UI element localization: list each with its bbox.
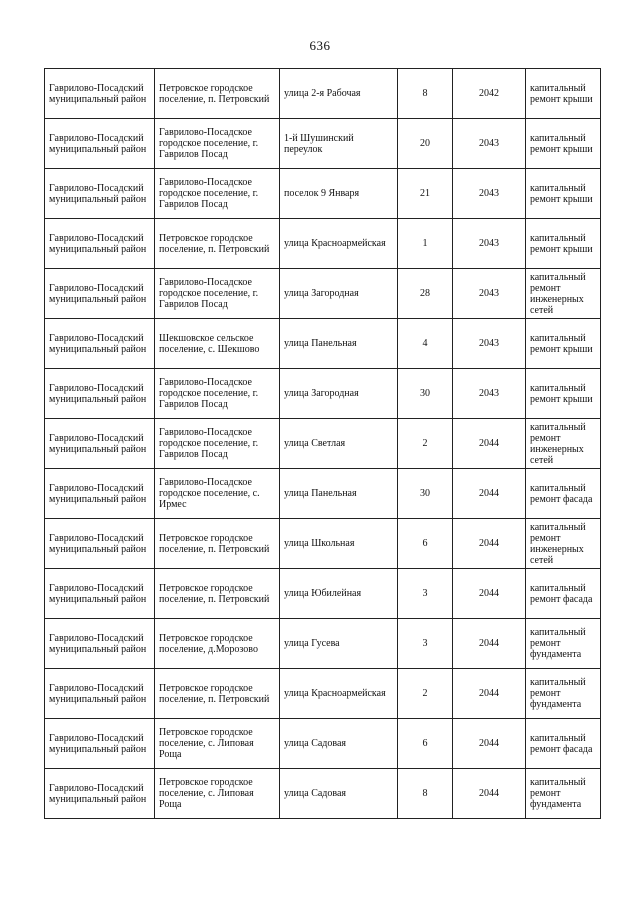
street-cell: улица Гусева bbox=[280, 619, 398, 669]
table-row bbox=[45, 419, 601, 469]
district-cell: Гаврилово-Посадский муниципальный район bbox=[45, 519, 155, 569]
repair-year-cell: 2044 bbox=[453, 519, 526, 569]
district-cell: Гаврилово-Посадский муниципальный район bbox=[45, 319, 155, 369]
street-cell: улица Садовая bbox=[280, 719, 398, 769]
settlement-cell: Гаврилово-Посадское городское поселение, г. Гаврилов Посад bbox=[155, 269, 280, 319]
settlement-cell: Гаврилово-Посадское городское поселение, г. Гаврилов Посад bbox=[155, 169, 280, 219]
repair-year-cell: 2044 bbox=[453, 719, 526, 769]
repair-year-cell: 2043 bbox=[453, 169, 526, 219]
table-row bbox=[45, 369, 601, 419]
table-row bbox=[45, 519, 601, 569]
district-cell: Гаврилово-Посадский муниципальный район bbox=[45, 369, 155, 419]
settlement-cell: Петровское городское поселение, п. Петровский bbox=[155, 219, 280, 269]
settlement-cell: Шекшовское сельское поселение, с. Шекшово bbox=[155, 319, 280, 369]
house-number-cell: 20 bbox=[398, 119, 453, 169]
work-type-cell: капитальный ремонт фасада bbox=[526, 469, 601, 519]
district-cell: Гаврилово-Посадский муниципальный район bbox=[45, 69, 155, 119]
repair-year-cell: 2044 bbox=[453, 469, 526, 519]
work-type-cell: капитальный ремонт крыши bbox=[526, 169, 601, 219]
table-row bbox=[45, 719, 601, 769]
repair-year-cell: 2044 bbox=[453, 769, 526, 819]
repair-year-cell: 2043 bbox=[453, 219, 526, 269]
district-cell: Гаврилово-Посадский муниципальный район bbox=[45, 119, 155, 169]
house-number-cell: 3 bbox=[398, 569, 453, 619]
district-cell: Гаврилово-Посадский муниципальный район bbox=[45, 469, 155, 519]
repair-year-cell: 2044 bbox=[453, 419, 526, 469]
street-cell: улица Красноармейская bbox=[280, 219, 398, 269]
work-type-cell: капитальный ремонт инженерных сетей bbox=[526, 269, 601, 319]
street-cell: улица Загородная bbox=[280, 369, 398, 419]
street-cell: улица Светлая bbox=[280, 419, 398, 469]
street-cell: улица Загородная bbox=[280, 269, 398, 319]
district-cell: Гаврилово-Посадский муниципальный район bbox=[45, 169, 155, 219]
settlement-cell: Петровское городское поселение, п. Петровский bbox=[155, 569, 280, 619]
page-number: 636 bbox=[309, 38, 331, 53]
house-number-cell: 2 bbox=[398, 419, 453, 469]
settlement-cell: Петровское городское поселение, с. Липовая Роща bbox=[155, 719, 280, 769]
repair-year-cell: 2044 bbox=[453, 619, 526, 669]
table-row bbox=[45, 69, 601, 119]
settlement-cell: Гаврилово-Посадское городское поселение, г. Гаврилов Посад bbox=[155, 419, 280, 469]
table-row bbox=[45, 119, 601, 169]
table-body bbox=[45, 69, 601, 819]
street-cell: улица Панельная bbox=[280, 319, 398, 369]
work-type-cell: капитальный ремонт фундамента bbox=[526, 769, 601, 819]
table-row bbox=[45, 569, 601, 619]
housing-repair-table bbox=[44, 68, 601, 819]
house-number-cell: 4 bbox=[398, 319, 453, 369]
work-type-cell: капитальный ремонт крыши bbox=[526, 369, 601, 419]
repair-year-cell: 2042 bbox=[453, 69, 526, 119]
repair-year-cell: 2043 bbox=[453, 269, 526, 319]
work-type-cell: капитальный ремонт инженерных сетей bbox=[526, 519, 601, 569]
repair-year-cell: 2043 bbox=[453, 119, 526, 169]
table-row bbox=[45, 269, 601, 319]
district-cell: Гаврилово-Посадский муниципальный район bbox=[45, 719, 155, 769]
house-number-cell: 3 bbox=[398, 619, 453, 669]
street-cell: улица Юбилейная bbox=[280, 569, 398, 619]
table-row bbox=[45, 219, 601, 269]
work-type-cell: капитальный ремонт крыши bbox=[526, 219, 601, 269]
settlement-cell: Петровское городское поселение, п. Петровский bbox=[155, 669, 280, 719]
work-type-cell: капитальный ремонт фундамента bbox=[526, 619, 601, 669]
settlement-cell: Гаврилово-Посадское городское поселение, с. Ирмес bbox=[155, 469, 280, 519]
district-cell: Гаврилово-Посадский муниципальный район bbox=[45, 569, 155, 619]
street-cell: 1-й Шушинский переулок bbox=[280, 119, 398, 169]
street-cell: улица Садовая bbox=[280, 769, 398, 819]
table-row bbox=[45, 669, 601, 719]
street-cell: поселок 9 Января bbox=[280, 169, 398, 219]
street-cell: улица Панельная bbox=[280, 469, 398, 519]
work-type-cell: капитальный ремонт фундамента bbox=[526, 669, 601, 719]
repair-year-cell: 2043 bbox=[453, 369, 526, 419]
repair-year-cell: 2043 bbox=[453, 319, 526, 369]
work-type-cell: капитальный ремонт фасада bbox=[526, 569, 601, 619]
table-row bbox=[45, 319, 601, 369]
house-number-cell: 21 bbox=[398, 169, 453, 219]
house-number-cell: 30 bbox=[398, 469, 453, 519]
table-row bbox=[45, 169, 601, 219]
house-number-cell: 8 bbox=[398, 769, 453, 819]
work-type-cell: капитальный ремонт крыши bbox=[526, 319, 601, 369]
street-cell: улица 2-я Рабочая bbox=[280, 69, 398, 119]
settlement-cell: Петровское городское поселение, с. Липовая Роща bbox=[155, 769, 280, 819]
house-number-cell: 28 bbox=[398, 269, 453, 319]
district-cell: Гаврилово-Посадский муниципальный район bbox=[45, 669, 155, 719]
repair-year-cell: 2044 bbox=[453, 669, 526, 719]
house-number-cell: 6 bbox=[398, 519, 453, 569]
house-number-cell: 6 bbox=[398, 719, 453, 769]
house-number-cell: 30 bbox=[398, 369, 453, 419]
district-cell: Гаврилово-Посадский муниципальный район bbox=[45, 419, 155, 469]
work-type-cell: капитальный ремонт крыши bbox=[526, 119, 601, 169]
work-type-cell: капитальный ремонт крыши bbox=[526, 69, 601, 119]
settlement-cell: Петровское городское поселение, д.Морозово bbox=[155, 619, 280, 669]
work-type-cell: капитальный ремонт инженерных сетей bbox=[526, 419, 601, 469]
street-cell: улица Красноармейская bbox=[280, 669, 398, 719]
settlement-cell: Петровское городское поселение, п. Петровский bbox=[155, 519, 280, 569]
repair-year-cell: 2044 bbox=[453, 569, 526, 619]
settlement-cell: Петровское городское поселение, п. Петровский bbox=[155, 69, 280, 119]
house-number-cell: 2 bbox=[398, 669, 453, 719]
table-row bbox=[45, 619, 601, 669]
district-cell: Гаврилово-Посадский муниципальный район bbox=[45, 619, 155, 669]
settlement-cell: Гаврилово-Посадское городское поселение, г. Гаврилов Посад bbox=[155, 369, 280, 419]
settlement-cell: Гаврилово-Посадское городское поселение, г. Гаврилов Посад bbox=[155, 119, 280, 169]
table-row bbox=[45, 469, 601, 519]
house-number-cell: 8 bbox=[398, 69, 453, 119]
table-row bbox=[45, 769, 601, 819]
district-cell: Гаврилово-Посадский муниципальный район bbox=[45, 219, 155, 269]
district-cell: Гаврилово-Посадский муниципальный район bbox=[45, 269, 155, 319]
street-cell: улица Школьная bbox=[280, 519, 398, 569]
district-cell: Гаврилово-Посадский муниципальный район bbox=[45, 769, 155, 819]
work-type-cell: капитальный ремонт фасада bbox=[526, 719, 601, 769]
house-number-cell: 1 bbox=[398, 219, 453, 269]
